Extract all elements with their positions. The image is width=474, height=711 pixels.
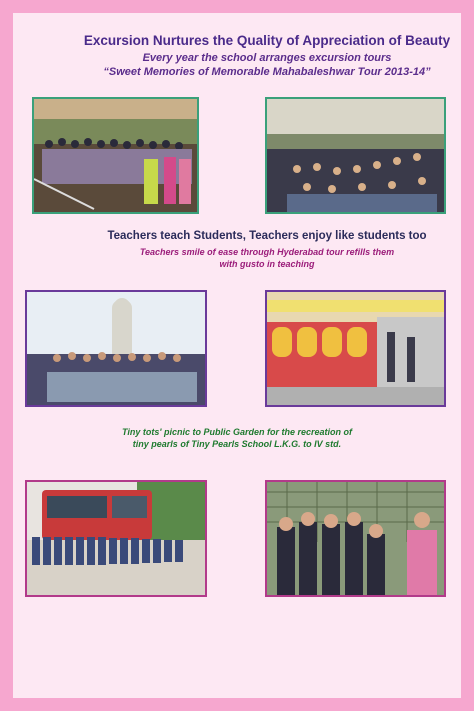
- photo-public-garden-bus: [25, 480, 207, 597]
- photo-public-garden-children: [265, 480, 446, 597]
- section-2-caption-line-2: with gusto in teaching: [219, 259, 315, 269]
- page-title: Excursion Nurtures the Quality of Appreciation of Beauty: [83, 33, 451, 48]
- poster-page: [13, 13, 461, 698]
- section-3-caption-line-2: tiny pearls of Tiny Pearls School L.K.G. to IV std.: [132, 439, 342, 449]
- section-2-heading: Teachers teach Students, Teachers enjoy like students too: [107, 230, 427, 242]
- subtitle-line-2: “Sweet Memories of Memorable Mahabaleshwar Tour 2013-14”: [103, 66, 431, 78]
- photo-hyderabad-toy-train: [265, 290, 446, 407]
- photo-mahabaleshwar-group-hill: [32, 97, 199, 214]
- section-2-caption-line-1: Teachers smile of ease through Hyderabad tour refills them: [139, 247, 395, 257]
- photo-hyderabad-buddha-statue: [25, 290, 207, 407]
- section-3-caption-line-1: Tiny tots' picnic to Public Garden for the recreation of: [121, 427, 352, 437]
- photo-mahabaleshwar-group-sunset: [265, 97, 446, 214]
- subtitle-line-1: Every year the school arranges excursion tours: [142, 52, 392, 64]
